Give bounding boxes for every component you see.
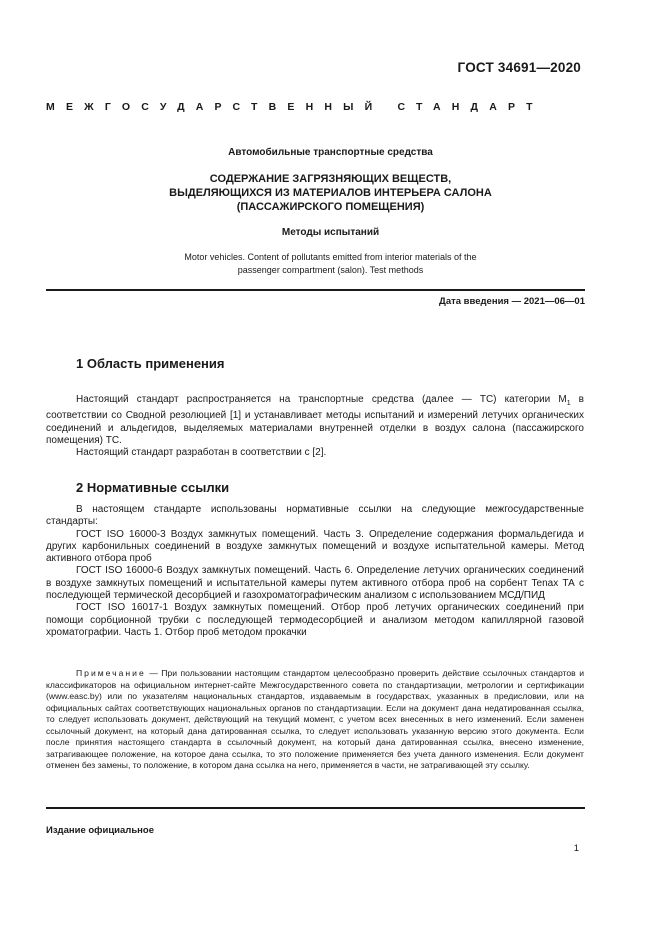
page-number: 1: [573, 843, 579, 854]
english-title-line-2: passenger compartment (salon). Test methods: [237, 264, 424, 275]
subject-field: Автомобильные транспортные средства: [228, 147, 433, 158]
section-1-heading: 1 Область применения: [76, 356, 225, 371]
section-1-paragraph-1: Настоящий стандарт распространяется на транспортные средства (далее — ТС) категории $M_1$ в соответствии со Сводной резолюцией [1] и устанавливает методы испытаний и измерений летучих органических соединений и альдегидов, выделяемых материалами внутренней отделки в воздух салона (пассажирского помещения) ТС.: [46, 394, 584, 446]
title-line-2: ВЫДЕЛЯЮЩИХСЯ ИЗ МАТЕРИАЛОВ ИНТЕРЬЕРА САЛОНА: [169, 187, 492, 199]
interstate-standard-label: МЕЖГОСУДАРСТВЕННЫЙ СТАНДАРТ: [46, 101, 544, 113]
section-2-intro: В настоящем стандарте использованы нормативные ссылки на следующие межгосударственные стандарты:: [46, 504, 584, 528]
title-divider: [46, 289, 585, 291]
section-2-heading: 2 Нормативные ссылки: [76, 480, 230, 495]
official-edition-label: Издание официальное: [46, 825, 154, 836]
methods-subtitle: Методы испытаний: [281, 227, 380, 238]
footer-divider: [46, 807, 585, 809]
reference-item: ГОСТ ISO 16000-3 Воздух замкнутых помещений. Часть 3. Определение содержания формальдегида и других карбонильных соединений в воздухе замкнутых помещений и воздухе испытательной камеры. Метод активного отбора проб: [46, 528, 584, 565]
english-title-line-1: Motor vehicles. Content of pollutants emitted from interior materials of the: [184, 252, 477, 262]
standard-number: ГОСТ 34691—2020: [457, 60, 581, 75]
note-text: — При пользовании настоящим стандартом целесообразно проверить действие ссылочных стандартов и классификаторов на официальном интернет-сайте Межгосударственного совета по стандартизации, метрологии и сертификации (www.easc.by) или по указателям национальных стандартов, издаваемым в государствах, указанных в предисловии, или на официальных сайтах соответствующих национальных органов по стандартизации. Если на документ дана недатированная ссылка, то следует использовать документ, действующий на текущий момент, с учетом всех внесенных в него изменений. Если заменен ссылочный документ, на который дана датированная ссылка, то следует использовать указанную версию этого документа. Если после принятия настоящего стандарта в ссылочный документ, на который дана датированная ссылка, внесено изменение, затрагивающее положение, на которое дана ссылка, то это положение применяется без учета данного изменения. Если документ отменен без замены, то положение, в котором дана ссылка на него, применяется в части, не затрагивающей эту ссылку.: [46, 668, 584, 770]
section-2-body: [46, 504, 584, 639]
title-line-1: СОДЕРЖАНИЕ ЗАГРЯЗНЯЮЩИХ ВЕЩЕСТВ,: [209, 173, 452, 185]
document-title: [0, 172, 661, 214]
title-line-3: (ПАССАЖИРСКОГО ПОМЕЩЕНИЯ): [236, 201, 425, 213]
note-label: Примечание: [76, 668, 146, 678]
reference-item: ГОСТ ISO 16000-6 Воздух замкнутых помещений. Часть 6. Определение летучих органических соединений в воздухе замкнутых помещений и испытательной камеры путем активного отбора проб на сорбент Tenax ТА с последующей термической десорбцией и газохроматографическим анализом с использованием МСД/ПИД: [46, 565, 584, 602]
note-block: [46, 668, 584, 772]
section-1-body: [46, 394, 584, 459]
note-paragraph: [46, 668, 584, 772]
effective-date: Дата введения — 2021—06—01: [439, 296, 585, 307]
english-title: [0, 251, 661, 276]
section-1-paragraph-2: Настоящий стандарт разработан в соответствии с [2].: [76, 447, 327, 459]
reference-item: ГОСТ ISO 16017-1 Воздух замкнутых помещений. Отбор проб летучих органических соединений при помощи сорбционной трубки с последующей термодесорбцией и анализом методом капиллярной газовой хроматографии. Часть 1. Отбор проб методом прокачки: [46, 602, 584, 638]
